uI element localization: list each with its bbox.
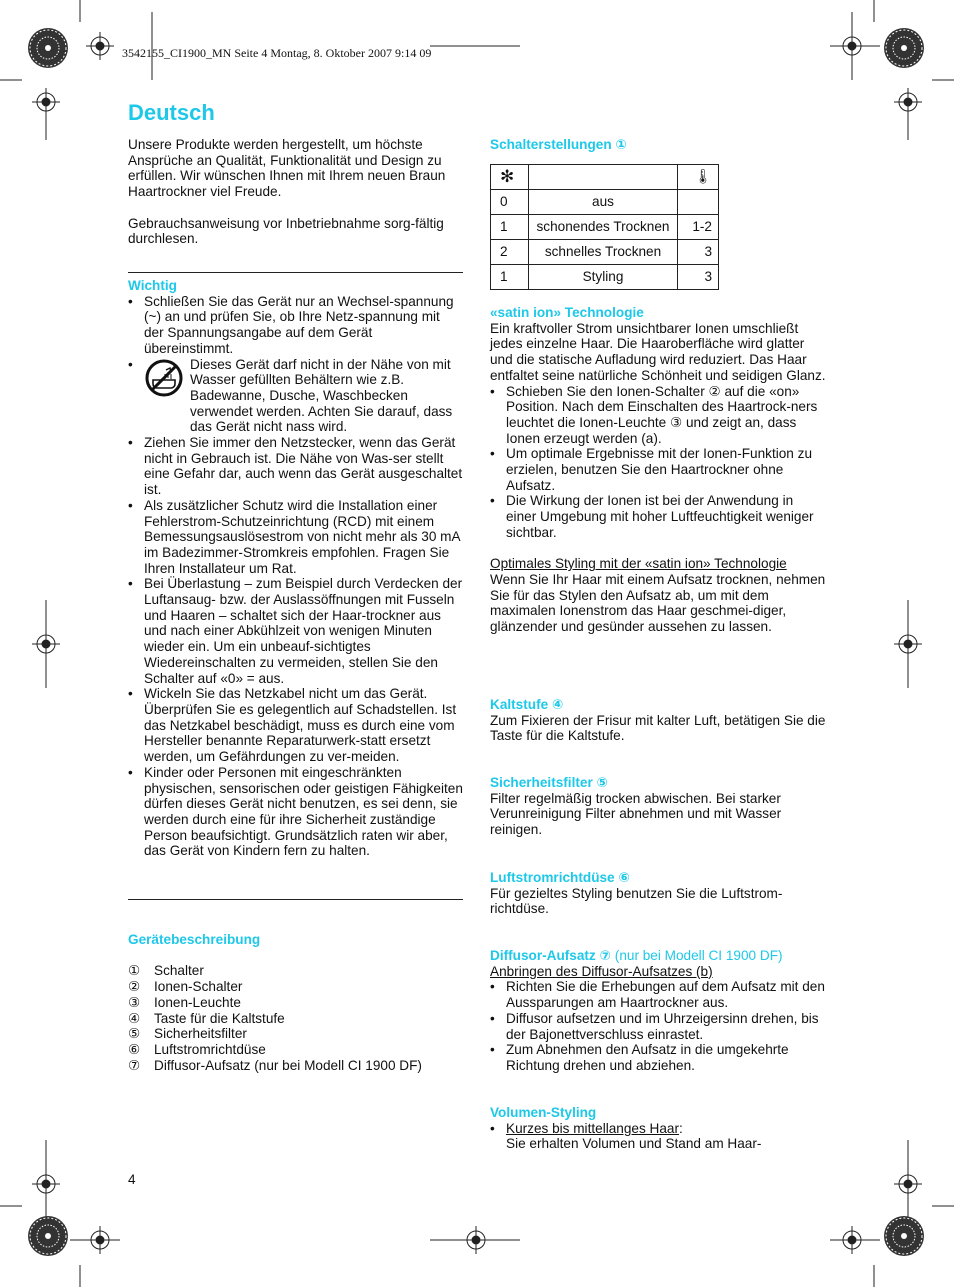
list-item: ③ Ionen-Leuchte — [128, 994, 241, 1010]
list-item: ① Schalter — [128, 963, 204, 979]
bullet-list — [490, 1121, 826, 1152]
section-geraetebeschreibung — [128, 932, 463, 1073]
section-diffusor — [490, 948, 826, 1074]
section-heading: Wichtig — [128, 278, 177, 293]
paragraph: Für gezieltes Styling benutzen Sie die Luftstrom-richtdüse. — [490, 885, 783, 917]
table-header-row — [491, 164, 719, 189]
list-item: • Um optimale Ergebnisse mit der Ionen-Funktion zu erzielen, benutzen Sie den Haartrockner ohne Aufsatz. — [490, 446, 826, 493]
intro-paragraph: Gebrauchsanweisung vor Inbetriebnahme sorg-fältig durchlesen. — [128, 215, 444, 247]
paragraph: Filter regelmäßig trocken abwischen. Bei starker Verunreinigung Filter abnehmen und mit Wasser reinigen. — [490, 790, 782, 838]
print-header: 3542155_CI1900_MN Seite 4 Montag, 8. Oktober 2007 9:14 09 — [122, 46, 432, 60]
list-item: • Schieben Sie den Ionen-Schalter ② auf die «on» Position. Nach dem Einschalten des Haartrock-ners leuchtet die Ionen-Leuchte ③ und zeigt an, dass Ionen erzeugt werden (a). — [490, 384, 826, 447]
list-item: • Ziehen Sie immer den Netzstecker, wenn das Gerät nicht in Gebrauch ist. Die Nähe von Was-ser stellt eine Gefahr dar, auch wenn das Gerät ausgeschaltet ist. — [128, 435, 463, 498]
list-item-text: Dieses Gerät darf nicht in der Nähe von mit Wasser gefüllten Behältern wie z.B. Badewanne, Dusche, Waschbecken verwendet werden. Achten Sie darauf, dass das Gerät nicht nass wird. — [190, 356, 453, 435]
subheading: Anbringen des Diffusor-Aufsatzes (b) — [490, 963, 713, 979]
bullet-list — [490, 979, 826, 1073]
section-heading: Sicherheitsfilter ⑤ — [490, 775, 609, 790]
list-item: ⑥ Luftstromrichtdüse — [128, 1041, 266, 1057]
list-item: ④ Taste für die Kaltstufe — [128, 1010, 285, 1026]
divider — [128, 272, 463, 273]
list-item: ⑦ Diffusor-Aufsatz (nur bei Modell CI 1900 DF) — [128, 1057, 422, 1073]
section-heading: Volumen-Styling — [490, 1105, 597, 1120]
section-wichtig — [128, 278, 463, 859]
section-schalterstellungen — [490, 137, 826, 290]
paragraph: Zum Fixieren der Frisur mit kalter Luft, betätigen Sie die Taste für die Kaltstufe. — [490, 712, 826, 744]
section-heading: Luftstromrichtdüse ⑥ — [490, 870, 630, 885]
list-item: • Kurzes bis mittellanges Haar: Sie erhalten Volumen und Stand am Haar- — [490, 1121, 826, 1152]
thermometer-icon: 🌡 — [678, 164, 719, 189]
section-heading: «satin ion» Technologie — [490, 305, 644, 320]
section-sicherheitsfilter — [490, 775, 826, 838]
list-item — [128, 357, 463, 436]
table-row: 1 Styling 3 — [491, 264, 719, 289]
fan-icon: ✻ — [491, 164, 529, 189]
page-title: Deutsch — [128, 100, 215, 125]
list-item: ② Ionen-Schalter — [128, 979, 243, 995]
divider — [128, 899, 463, 900]
section-heading: Kaltstufe ④ — [490, 697, 564, 712]
paragraph: Wenn Sie Ihr Haar mit einem Aufsatz trocknen, nehmen Sie für das Stylen den Aufsatz ab, um mit dem maximalen Ionenstrom das Haar geschmei-diger, glänzender und gesünder aussehen zu lassen. — [490, 571, 826, 635]
table-row: 1 schonendes Trocknen 1-2 — [491, 214, 719, 239]
section-kaltstufe — [490, 697, 826, 744]
bullet-list — [490, 384, 826, 541]
list-item: • Die Wirkung der Ionen ist bei der Anwendung in einer Umgebung mit hoher Luftfeuchtigkeit weniger sichtbar. — [490, 493, 826, 540]
section-volumen-styling — [490, 1105, 826, 1152]
warning-list — [128, 294, 463, 859]
table-row: 2 schnelles Trocknen 3 — [491, 239, 719, 264]
list-item: • Zum Abnehmen den Aufsatz in die umgekehrte Richtung drehen und abziehen. — [490, 1042, 826, 1073]
table-row: 0 aus — [491, 189, 719, 214]
section-heading: Diffusor-Aufsatz ⑦ (nur bei Modell CI 1900 DF) — [490, 948, 783, 963]
list-item: • Richten Sie die Erhebungen auf dem Aufsatz mit den Aussparungen am Haartrockner aus. — [490, 979, 826, 1010]
list-item: • Diffusor aufsetzen und im Uhrzeigersinn drehen, bis der Bajonettverschluss einrastet. — [490, 1011, 826, 1042]
list-item: • Bei Überlastung – zum Beispiel durch Verdecken der Luftansaug- bzw. der Auslassöffnungen mit Fusseln und Haaren – schaltet sich der Haar-trockner aus und nach einer Abkühlzeit von wenigen Minuten wieder ein. Um ein unbeauf-sichtigtes Wiedereinschalten zu vermeiden, stellen Sie den Schalter auf «0» = aus. — [128, 576, 463, 686]
switch-table — [490, 164, 719, 290]
parts-list — [128, 963, 463, 1073]
paragraph: Ein kraftvoller Strom unsichtbarer Ionen umschließt jedes einzelne Haar. Die Haaroberfläche wird glatter und die statische Aufladung wird reduziert. Das Haar entfaltet seine natürliche Schönheit und seidigen Glanz. — [490, 320, 826, 383]
page-number: 4 — [128, 1172, 136, 1187]
list-item: • Als zusätzlicher Schutz wird die Installation einer Fehlerstrom-Schutzeinrichtung (RCD) mit einem Bemessungsauslösestrom von nicht mehr als 30 mA im Badezimmer-Stromkreis empfohlen. Fragen Sie Ihren Installateur um Rat. — [128, 498, 463, 577]
list-item: • Wickeln Sie das Netzkabel nicht um das Gerät. Überprüfen Sie es gelegentlich auf Schadstellen. Ist das Netzkabel beschädigt, muss es durch eine vom Hersteller benannte Reparaturwerk-statt ersetzt werden, um Gefährdungen zu ver-meiden. — [128, 686, 463, 765]
list-item: • Kinder oder Personen mit eingeschränkten physischen, sensorischen oder geistigen Fähigkeiten dürfen dieses Gerät nicht benutzen, es sei denn, sie werden durch eine für ihre Sicherheit zuständige Person beaufsichtigt. Grundsätzlich raten wir aber, das Gerät von Kindern fern zu halten. — [128, 765, 463, 859]
subheading: Optimales Styling mit der «satin ion» Technologie — [490, 556, 787, 572]
intro-paragraph: Unsere Produkte werden hergestellt, um höchste Ansprüche an Qualität, Funktionalität und Design zu erfüllen. Wir wünschen Ihnen mit Ihrem neuen Braun Haartrockner viel Freude. — [128, 137, 446, 200]
section-heading: Gerätebeschreibung — [128, 932, 261, 947]
section-heading: Schalterstellungen ① — [490, 137, 627, 152]
section-satin-ion — [490, 305, 826, 635]
section-luftstromrichtduese — [490, 870, 826, 917]
intro — [128, 137, 463, 247]
list-item: ⑤ Sicherheitsfilter — [128, 1026, 247, 1042]
list-item: • Schließen Sie das Gerät nur an Wechsel-spannung (~) an und prüfen Sie, ob Ihre Netz-spannung mit der Spannungsangabe auf dem Gerät übereinstimmt. — [128, 294, 463, 357]
no-bathtub-icon — [144, 358, 184, 398]
